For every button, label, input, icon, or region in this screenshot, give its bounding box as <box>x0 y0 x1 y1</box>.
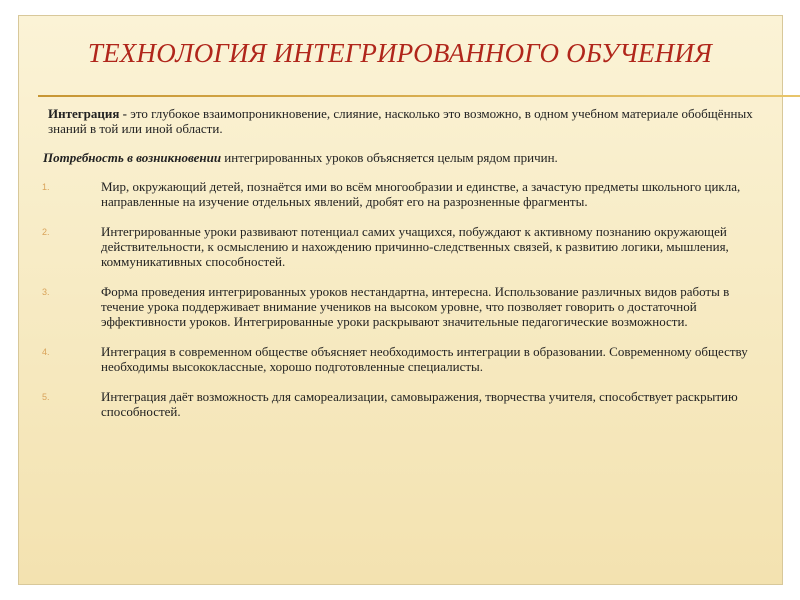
list-item-text: Интеграция даёт возможность для самореализации, самовыражения, творчества учителя, способствует раскрытию способностей. <box>101 389 738 419</box>
list-item-number: 1. <box>42 182 50 192</box>
list-item-number: 3. <box>42 287 50 297</box>
list-item <box>42 389 754 419</box>
slide-content <box>42 106 754 434</box>
list-item-text: Интегрированные уроки развивают потенциал самих учащихся, побуждают к активному познанию окружающей действительности, к осмыслению и нахождению причинно-следственных связей, к развитию логики, мышления, коммуникативных способностей. <box>101 224 729 269</box>
intro-term: Интеграция - <box>48 106 127 121</box>
need-paragraph <box>43 150 754 165</box>
list-item <box>42 224 754 269</box>
list-item-number: 2. <box>42 227 50 237</box>
list-item <box>42 344 754 374</box>
reasons-list <box>42 179 754 419</box>
list-item-number: 4. <box>42 347 50 357</box>
list-item-text: Интеграция в современном обществе объясняет необходимость интеграции в образовании. Современному обществу необходимы высококлассные, хорошо подготовленные специалисты. <box>101 344 748 374</box>
need-text: интегрированных уроков объясняется целым рядом причин. <box>221 150 558 165</box>
slide-title: ТЕХНОЛОГИЯ ИНТЕГРИРОВАННОГО ОБУЧЕНИЯ <box>87 38 713 68</box>
intro-paragraph <box>48 106 754 136</box>
list-item-text: Мир, окружающий детей, познаётся ими во всём многообразии и единстве, а зачастую предметы школьного цикла, направленные на изучение отдельных явлений, дробят его на разрозненные фрагменты. <box>101 179 741 209</box>
title-underline <box>38 95 800 97</box>
list-item <box>42 284 754 329</box>
intro-text: это глубокое взаимопроникновение, слияние, насколько это возможно, в одном учебном материале обобщённых знаний в той или иной области. <box>48 106 753 136</box>
list-item <box>42 179 754 209</box>
need-term: Потребность в возникновении <box>43 150 222 165</box>
list-item-text: Форма проведения интегрированных уроков нестандартна, интересна. Использование различных видов работы в течение урока поддерживает внимание учеников на высоком уровне, что позволяет говорить о достаточной эффективности уроков. Интегрированные уроки раскрывают значительные педагогические возможности. <box>101 284 730 329</box>
list-item-number: 5. <box>42 392 50 402</box>
